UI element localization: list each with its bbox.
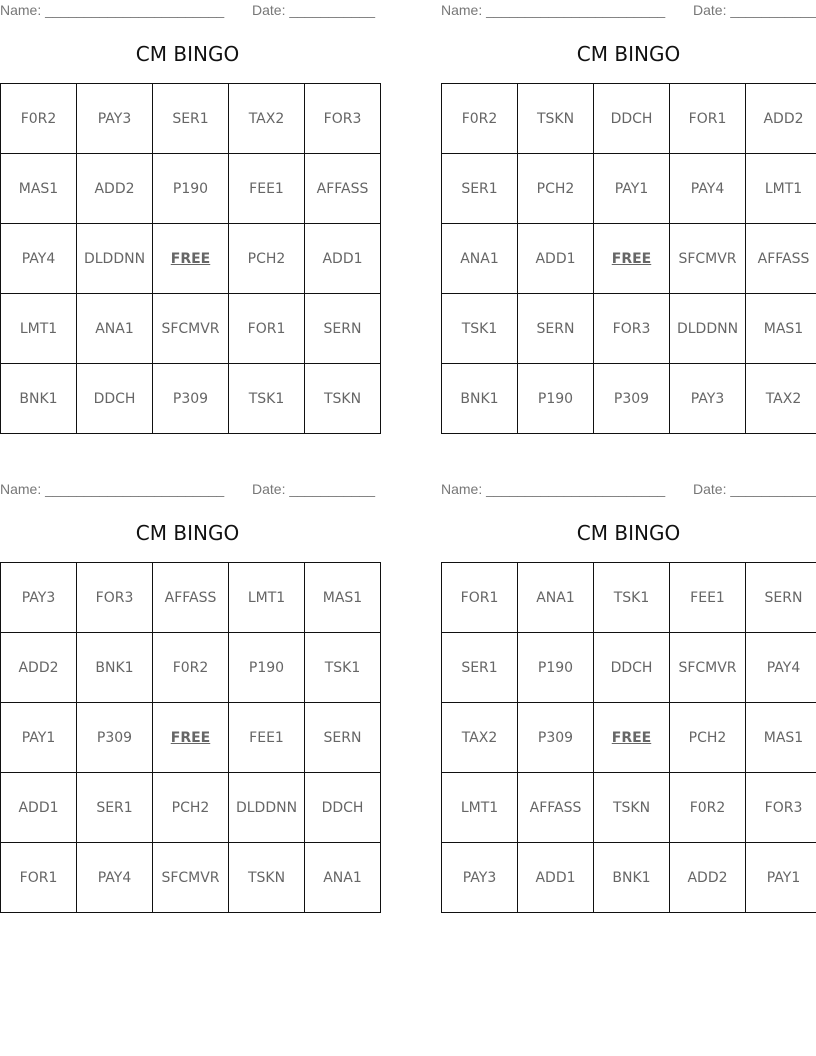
bingo-cell: F0R2 [1,84,77,154]
card-title: CM BINGO [135,521,240,545]
bingo-cell: FOR1 [1,843,77,913]
bingo-cell: ADD2 [670,843,746,913]
bingo-cell: MAS1 [305,563,381,633]
bingo-cell: P190 [153,154,229,224]
grid-row [1,84,381,154]
bingo-cell: P309 [518,703,594,773]
grid-row [442,843,816,913]
bingo-grid [0,83,381,434]
bingo-cell: PAY4 [746,633,816,703]
bingo-cell: ADD1 [1,773,77,843]
bingo-grid [0,562,381,913]
bingo-cell: FOR3 [77,563,153,633]
card-header [0,2,375,20]
date-field: Date: ___________ [693,481,816,497]
bingo-cell: SER1 [153,84,229,154]
bingo-cell: SERN [305,294,381,364]
bingo-cell: AFFASS [518,773,594,843]
name-field: Name: _______________________ [0,481,225,497]
free-cell: FREE [153,703,229,773]
card-header [0,481,375,499]
grid-row [442,773,816,843]
free-cell: FREE [594,224,670,294]
grid-row [1,563,381,633]
bingo-cell: BNK1 [594,843,670,913]
bingo-cell: P309 [594,364,670,434]
grid-row [1,154,381,224]
bingo-cell: TAX2 [442,703,518,773]
grid-row [442,563,816,633]
grid-row [442,84,816,154]
bingo-cell: DDCH [594,633,670,703]
bingo-cell: ADD1 [305,224,381,294]
bingo-cell: PCH2 [670,703,746,773]
bingo-cell: PCH2 [518,154,594,224]
bingo-cell: DDCH [305,773,381,843]
bingo-cell: FOR3 [305,84,381,154]
card-title: CM BINGO [576,521,681,545]
bingo-cell: MAS1 [746,703,816,773]
bingo-cell: DLDDNN [670,294,746,364]
bingo-cell: ADD2 [77,154,153,224]
bingo-cell: DDCH [77,364,153,434]
bingo-cell: FOR1 [670,84,746,154]
bingo-cell: MAS1 [1,154,77,224]
bingo-cell: SFCMVR [670,633,746,703]
bingo-cell: SFCMVR [153,843,229,913]
bingo-cell: LMT1 [746,154,816,224]
grid-row [442,294,816,364]
bingo-cell: F0R2 [153,633,229,703]
bingo-cell: ANA1 [442,224,518,294]
bingo-cell: SERN [305,703,381,773]
bingo-cell: ANA1 [77,294,153,364]
card-title: CM BINGO [135,42,240,66]
name-field: Name: _______________________ [441,481,666,497]
bingo-cell: DLDDNN [229,773,305,843]
bingo-cell: PAY1 [746,843,816,913]
bingo-cell: TAX2 [229,84,305,154]
grid-row [442,703,816,773]
bingo-cell: ADD2 [746,84,816,154]
bingo-cell: BNK1 [442,364,518,434]
bingo-cell: PAY4 [670,154,746,224]
date-field: Date: ___________ [252,2,375,18]
bingo-cell: TSK1 [229,364,305,434]
bingo-cell: TSKN [594,773,670,843]
bingo-cell: PAY3 [670,364,746,434]
bingo-cell: SERN [518,294,594,364]
bingo-cell: LMT1 [229,563,305,633]
bingo-cell: LMT1 [442,773,518,843]
bingo-cell: SER1 [442,633,518,703]
bingo-cell: AFFASS [153,563,229,633]
bingo-cell: P309 [77,703,153,773]
card-header [441,2,816,20]
grid-row [1,224,381,294]
bingo-cell: ANA1 [518,563,594,633]
grid-row [442,364,816,434]
name-field: Name: _______________________ [0,2,225,18]
bingo-cell: LMT1 [1,294,77,364]
card-title: CM BINGO [576,42,681,66]
bingo-cell: ADD1 [518,843,594,913]
grid-row [442,154,816,224]
bingo-cell: P190 [518,364,594,434]
date-field: Date: ___________ [693,2,816,18]
bingo-cell: ADD1 [518,224,594,294]
free-cell: FREE [594,703,670,773]
card-header [441,481,816,499]
bingo-cell: ANA1 [305,843,381,913]
bingo-cell: DDCH [594,84,670,154]
grid-row [442,224,816,294]
bingo-cell: PAY1 [1,703,77,773]
bingo-cell: F0R2 [670,773,746,843]
bingo-cell: DLDDNN [77,224,153,294]
bingo-cell: SFCMVR [670,224,746,294]
bingo-cell: TSKN [229,843,305,913]
bingo-cell: PCH2 [153,773,229,843]
bingo-cell: PAY1 [594,154,670,224]
bingo-cell: FEE1 [670,563,746,633]
bingo-cell: FOR1 [229,294,305,364]
grid-row [1,294,381,364]
bingo-grid [441,83,816,434]
bingo-cell: FEE1 [229,154,305,224]
bingo-grid [441,562,816,913]
bingo-cell: TAX2 [746,364,816,434]
bingo-cell: PAY4 [1,224,77,294]
free-cell: FREE [153,224,229,294]
bingo-cell: P190 [229,633,305,703]
bingo-cell: P190 [518,633,594,703]
grid-row [1,843,381,913]
bingo-cell: P309 [153,364,229,434]
bingo-cell: SFCMVR [153,294,229,364]
grid-row [1,633,381,703]
bingo-cell: BNK1 [1,364,77,434]
bingo-cell: PAY3 [1,563,77,633]
bingo-cell: SER1 [442,154,518,224]
bingo-cell: MAS1 [746,294,816,364]
bingo-cell: ADD2 [1,633,77,703]
bingo-cell: TSKN [518,84,594,154]
bingo-cell: PCH2 [229,224,305,294]
name-field: Name: _______________________ [441,2,666,18]
bingo-cell: TSK1 [442,294,518,364]
bingo-cell: AFFASS [305,154,381,224]
bingo-cell: BNK1 [77,633,153,703]
bingo-cell: TSK1 [305,633,381,703]
bingo-cell: FOR3 [594,294,670,364]
bingo-cell: TSKN [305,364,381,434]
bingo-cell: FOR1 [442,563,518,633]
date-field: Date: ___________ [252,481,375,497]
bingo-cell: PAY3 [77,84,153,154]
grid-row [1,364,381,434]
bingo-cell: PAY3 [442,843,518,913]
grid-row [1,773,381,843]
bingo-cell: FOR3 [746,773,816,843]
bingo-cell: SERN [746,563,816,633]
bingo-cell: SER1 [77,773,153,843]
bingo-cell: PAY4 [77,843,153,913]
bingo-cell: F0R2 [442,84,518,154]
bingo-cell: AFFASS [746,224,816,294]
grid-row [442,633,816,703]
bingo-cell: TSK1 [594,563,670,633]
bingo-cell: FEE1 [229,703,305,773]
grid-row [1,703,381,773]
